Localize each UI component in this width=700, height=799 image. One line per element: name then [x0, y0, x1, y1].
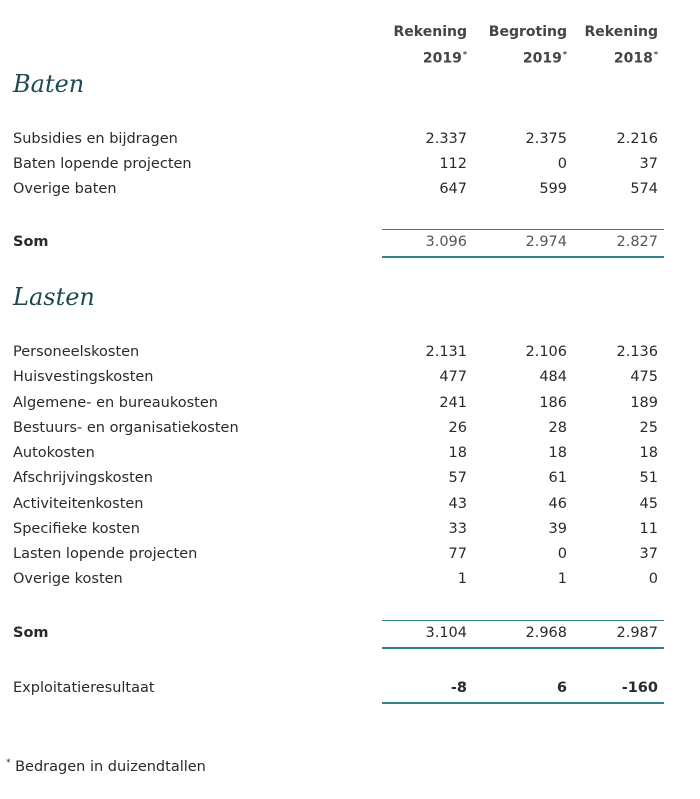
- result-row: [0, 680, 700, 700]
- total-value: 3.096: [425, 234, 467, 250]
- total-value: 2.987: [616, 625, 658, 641]
- col-2-year: 2019*: [522, 50, 567, 67]
- baten-total-row: [0, 234, 700, 254]
- col-2-title: Begroting: [488, 24, 567, 40]
- result-bottom-rule: [382, 702, 664, 704]
- table-row: [0, 496, 700, 516]
- col-1-title: Rekening: [393, 24, 467, 40]
- table-row: [0, 445, 700, 465]
- row-value: 2.375: [525, 131, 567, 147]
- row-value: 599: [539, 181, 567, 197]
- row-value: 26: [448, 420, 467, 436]
- col-3-year: 2018*: [613, 50, 658, 67]
- lasten-total-row: [0, 625, 700, 645]
- table-row: [0, 181, 700, 201]
- table-row: [0, 546, 700, 566]
- row-value: 241: [439, 395, 467, 411]
- total-top-rule: [382, 229, 664, 230]
- row-value: 25: [639, 420, 658, 436]
- row-value: 77: [448, 546, 467, 562]
- row-value: 189: [630, 395, 658, 411]
- table-row: [0, 156, 700, 176]
- row-value: 647: [439, 181, 467, 197]
- table-row: [0, 395, 700, 415]
- row-value: 2.337: [425, 131, 467, 147]
- total-value: 2.968: [525, 625, 567, 641]
- table-row: [0, 369, 700, 389]
- col-3-title: Rekening: [584, 24, 658, 40]
- row-value: 186: [539, 395, 567, 411]
- row-value: 37: [639, 156, 658, 172]
- row-value: 0: [648, 571, 658, 587]
- total-value: 2.827: [616, 234, 658, 250]
- row-label: Personeelskosten: [13, 344, 140, 360]
- row-value: 1: [457, 571, 467, 587]
- row-value: 484: [539, 369, 567, 385]
- row-value: 37: [639, 546, 658, 562]
- table-row: [0, 131, 700, 151]
- result-value: -160: [621, 680, 658, 696]
- table-row: [0, 571, 700, 591]
- row-value: 39: [548, 521, 567, 537]
- row-value: 0: [557, 156, 567, 172]
- total-bottom-rule: [382, 256, 664, 258]
- row-value: 46: [548, 496, 567, 512]
- section-title-baten: Baten: [13, 70, 85, 98]
- row-value: 51: [639, 470, 658, 486]
- result-label: Exploitatieresultaat: [13, 680, 155, 696]
- total-value: 3.104: [425, 625, 467, 641]
- result-value: -8: [450, 680, 467, 696]
- row-label: Subsidies en bijdragen: [13, 131, 178, 147]
- row-value: 0: [557, 546, 567, 562]
- row-value: 43: [448, 496, 467, 512]
- row-label: Specifieke kosten: [13, 521, 140, 537]
- total-value: 2.974: [525, 234, 567, 250]
- row-value: 2.136: [616, 344, 658, 360]
- table-row: [0, 470, 700, 490]
- total-label: Som: [13, 625, 49, 641]
- total-bottom-rule: [382, 647, 664, 649]
- row-label: Lasten lopende projecten: [13, 546, 198, 562]
- footnote: * Bedragen in duizendtallen: [6, 758, 206, 775]
- row-value: 2.216: [616, 131, 658, 147]
- table-row: [0, 521, 700, 541]
- row-label: Autokosten: [13, 445, 95, 461]
- row-value: 2.106: [525, 344, 567, 360]
- row-label: Baten lopende projecten: [13, 156, 192, 172]
- table-row: [0, 344, 700, 364]
- row-label: Afschrijvingskosten: [13, 470, 153, 486]
- row-value: 45: [639, 496, 658, 512]
- row-label: Overige kosten: [13, 571, 123, 587]
- row-label: Huisvestingskosten: [13, 369, 154, 385]
- row-value: 18: [548, 445, 567, 461]
- row-value: 18: [448, 445, 467, 461]
- row-value: 2.131: [425, 344, 467, 360]
- col-1-year: 2019*: [422, 50, 467, 67]
- row-value: 28: [548, 420, 567, 436]
- row-value: 11: [639, 521, 658, 537]
- row-value: 475: [630, 369, 658, 385]
- row-value: 574: [630, 181, 658, 197]
- row-label: Bestuurs- en organisatiekosten: [13, 420, 239, 436]
- row-label: Overige baten: [13, 181, 117, 197]
- row-value: 61: [548, 470, 567, 486]
- row-value: 18: [639, 445, 658, 461]
- table-row: [0, 420, 700, 440]
- total-top-rule: [382, 620, 664, 621]
- row-value: 112: [439, 156, 467, 172]
- row-value: 477: [439, 369, 467, 385]
- section-title-lasten: Lasten: [13, 283, 95, 311]
- row-value: 33: [448, 521, 467, 537]
- row-label: Activiteitenkosten: [13, 496, 144, 512]
- total-label: Som: [13, 234, 49, 250]
- row-value: 1: [557, 571, 567, 587]
- result-value: 6: [556, 680, 567, 696]
- row-value: 57: [448, 470, 467, 486]
- row-label: Algemene- en bureaukosten: [13, 395, 218, 411]
